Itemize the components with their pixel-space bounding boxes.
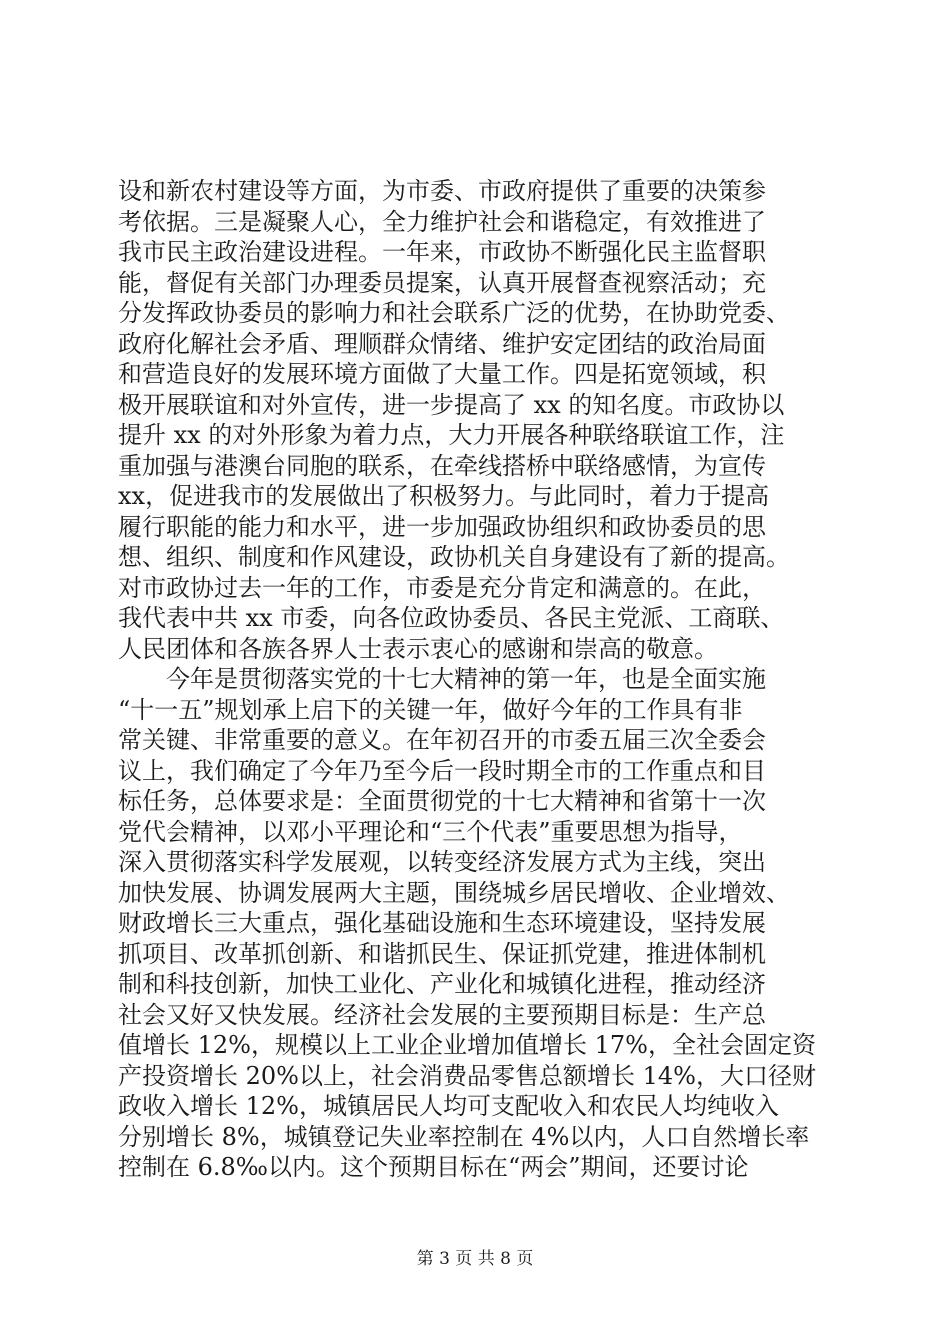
text-line: 加快发展、协调发展两大主题，围绕城乡居民增收、企业增效、 xyxy=(118,878,790,907)
text-line: 能，督促有关部门办理委员提案，认真开展督查视察活动；充 xyxy=(118,268,766,297)
text-line: 我市民主政治建设进程。一年来，市政协不断强化民主监督职 xyxy=(118,238,766,266)
text-line: 议上，我们确定了今年乃至今后一段时期全市的工作重点和目 xyxy=(118,756,766,785)
text-line: 产投资增长 20%以上，社会消费品零售总额增长 14%，大口径财 xyxy=(118,1061,816,1090)
text-line: 标任务，总体要求是：全面贯彻党的十七大精神和省第十一次 xyxy=(118,787,766,815)
text-line: 常关键、非常重要的意义。在年初召开的市委五届三次全委会 xyxy=(118,726,766,754)
text-line: 设和新农村建设等方面，为市委、市政府提供了重要的决策参 xyxy=(118,177,766,205)
text-line: 财政增长三大重点，强化基础设施和生态环境建设，坚持发展 xyxy=(118,909,766,937)
text-line: xx，促进我市的发展做出了积极努力。与此同时，着力于提高 xyxy=(118,482,770,510)
text-line: 分别增长 8%，城镇登记失业率控制在 4%以内，人口自然增长率 xyxy=(118,1122,810,1151)
text-line: 履行职能的能力和水平，进一步加强政协组织和政协委员的思 xyxy=(118,512,766,541)
text-line: 制和科技创新，加快工业化、产业化和城镇化进程，推动经济 xyxy=(118,970,766,998)
text-line: 和营造良好的发展环境方面做了大量工作。四是拓宽领域，积 xyxy=(118,360,766,388)
text-line: 社会又好又快发展。经济社会发展的主要预期目标是：生产总 xyxy=(118,1000,766,1029)
text-line: 重加强与港澳台同胞的联系，在牵线搭桥中联络感情，为宣传 xyxy=(118,451,766,480)
text-line: 想、组织、制度和作风建设，政协机关自身建设有了新的提高。 xyxy=(118,543,790,571)
text-line: 分发挥政协委员的影响力和社会联系广泛的优势，在协助党委、 xyxy=(118,299,790,327)
text-line: 人民团体和各族各界人士表示衷心的感谢和崇高的敬意。 xyxy=(118,634,718,663)
text-line: “十一五”规划承上启下的关键一年，做好今年的工作具有非 xyxy=(118,695,743,724)
text-line: 深入贯彻落实科学发展观，以转变经济发展方式为主线，突出 xyxy=(118,848,766,876)
text-line: 考依据。三是凝聚人心，全力维护社会和谐稳定，有效推进了 xyxy=(118,207,766,236)
page-footer: 第 3 页 共 8 页 xyxy=(416,1249,534,1269)
text-line: 我代表中共 xx 市委，向各位政协委员、各民主党派、工商联、 xyxy=(118,604,785,632)
text-line: 控制在 6.8‰以内。这个预期目标在“两会”期间，还要讨论 xyxy=(118,1153,749,1181)
text-line: 极开展联谊和对外宣传，进一步提高了 xx 的知名度。市政协以 xyxy=(118,390,785,419)
text-line: 今年是贯彻落实党的十七大精神的第一年，也是全面实施 xyxy=(118,665,766,693)
text-line: 党代会精神，以邓小平理论和“三个代表”重要思想为指导， xyxy=(118,817,743,846)
text-line: 提升 xx 的对外形象为着力点，大力开展各种联络联谊工作，注 xyxy=(118,421,785,449)
text-line: 政府化解社会矛盾、理顺群众情绪、维护安定团结的政治局面 xyxy=(118,329,766,358)
text-line: 政收入增长 12%，城镇居民人均可支配收入和农民人均纯收入 xyxy=(118,1092,779,1120)
text-line: 抓项目、改革抓创新、和谐抓民生、保证抓党建，推进体制机 xyxy=(118,939,766,968)
body-text xyxy=(118,176,838,1183)
text-line: 对市政协过去一年的工作，市委是充分肯定和满意的。在此， xyxy=(118,573,766,602)
text-line: 值增长 12%，规模以上工业企业增加值增长 17%，全社会固定资 xyxy=(118,1031,816,1059)
